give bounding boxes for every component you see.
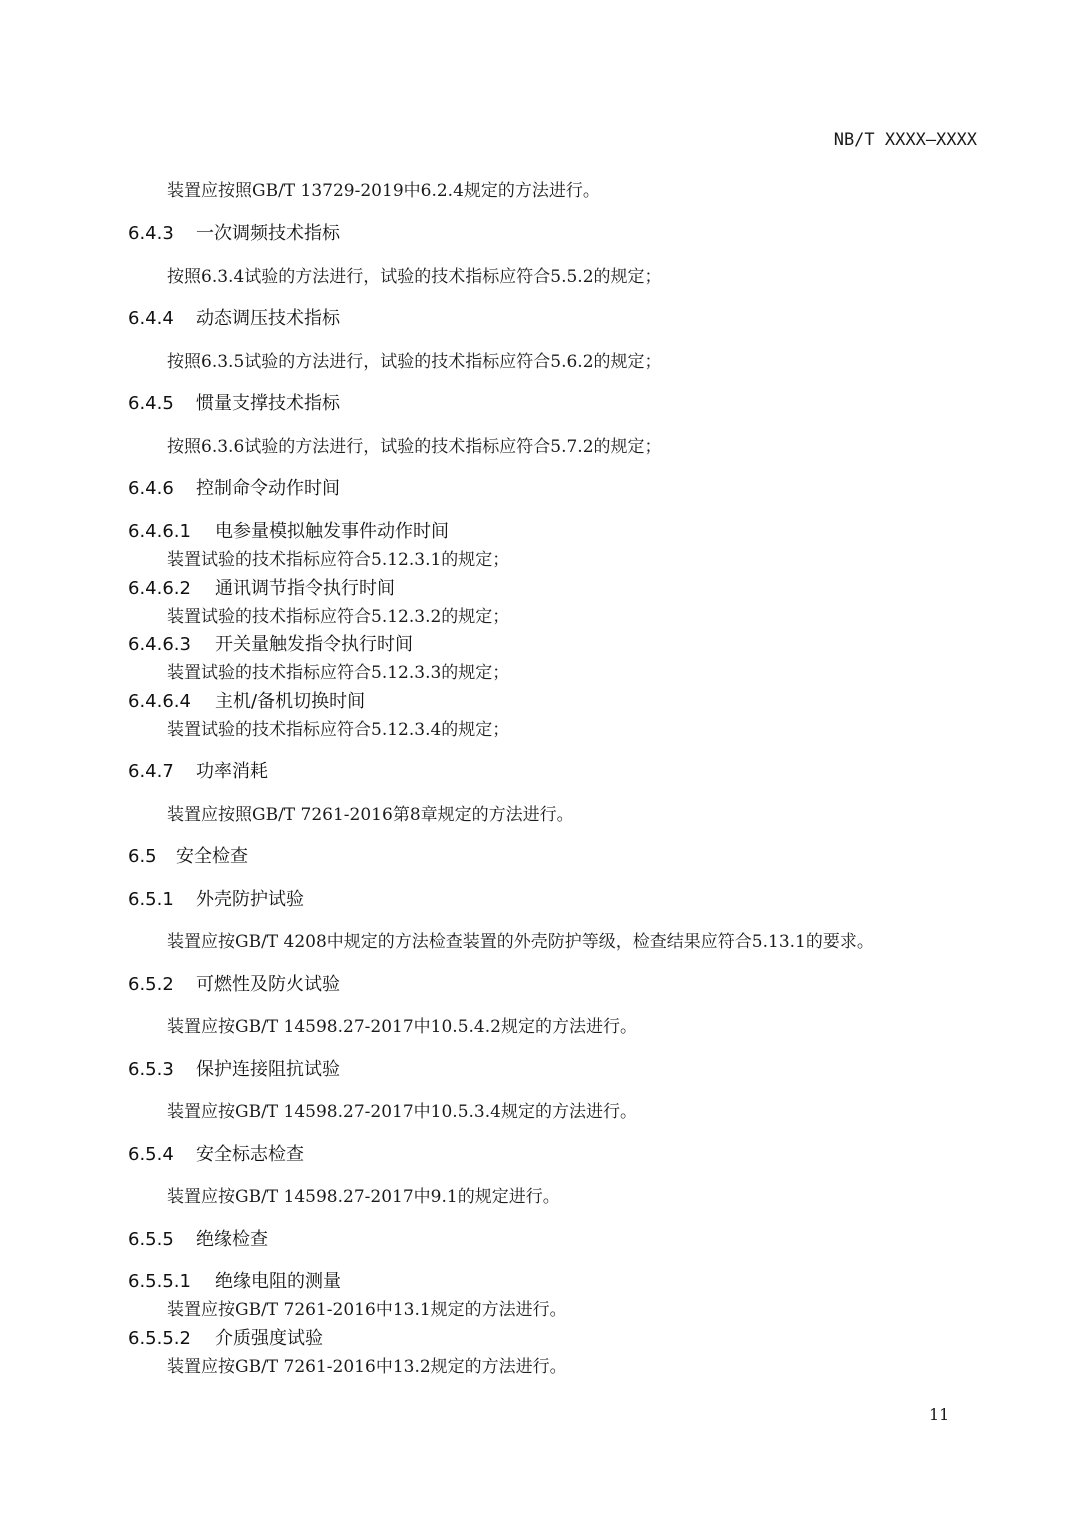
section-title: 主机/备机切换时间: [215, 691, 366, 712]
section-number: 6.4.6.1: [128, 521, 191, 542]
section-heading: [128, 630, 413, 656]
section-number: 6.4.6: [128, 478, 174, 499]
section-number: 6.4.3: [128, 223, 174, 244]
section-number: 6.4.6.4: [128, 691, 191, 712]
body-paragraph: 装置试验的技术指标应符合5.12.3.1的规定；: [167, 550, 510, 570]
section-title: 绝缘电阻的测量: [215, 1271, 341, 1292]
section-title: 控制命令动作时间: [196, 478, 340, 499]
body-paragraph: 装置试验的技术指标应符合5.12.3.3的规定；: [167, 663, 510, 683]
section-heading: [128, 304, 340, 330]
section-heading: [128, 885, 304, 911]
section-title: 惯量支撑技术指标: [196, 393, 340, 414]
section-number: 6.4.6.3: [128, 634, 191, 655]
section-title: 开关量触发指令执行时间: [215, 634, 413, 655]
body-paragraph: 装置应按GB/T 14598.27-2017中9.1的规定进行。: [167, 1187, 560, 1207]
document-code-header: NB/T XXXX—XXXX: [833, 130, 977, 150]
section-title: 动态调压技术指标: [196, 308, 340, 329]
section-title: 功率消耗: [196, 761, 268, 782]
body-paragraph: 装置应按GB/T 14598.27-2017中10.5.4.2规定的方法进行。: [167, 1017, 637, 1037]
section-heading: [128, 1055, 340, 1081]
section-title: 电参量模拟触发事件动作时间: [215, 521, 449, 542]
body-paragraph: 按照6.3.5试验的方法进行，试验的技术指标应符合5.6.2的规定；: [167, 352, 662, 372]
section-number: 6.4.4: [128, 308, 174, 329]
section-number: 6.4.7: [128, 761, 174, 782]
section-heading: [128, 474, 340, 500]
section-title: 可燃性及防火试验: [196, 974, 340, 995]
section-heading: [128, 1267, 341, 1293]
section-number: 6.5.5.1: [128, 1271, 191, 1292]
section-title: 绝缘检查: [196, 1229, 268, 1250]
section-heading: [128, 574, 395, 600]
section-heading: [128, 1324, 323, 1350]
section-number: 6.5.2: [128, 974, 174, 995]
body-paragraph: 装置应按GB/T 14598.27-2017中10.5.3.4规定的方法进行。: [167, 1102, 637, 1122]
section-title: 通讯调节指令执行时间: [215, 578, 395, 599]
section-heading: [128, 517, 449, 543]
section-heading: [128, 1140, 304, 1166]
section-heading: [128, 1225, 268, 1251]
section-heading: [128, 219, 340, 245]
section-title: 介质强度试验: [215, 1328, 323, 1349]
section-heading: [128, 389, 340, 415]
body-paragraph: 装置应按照GB/T 13729-2019中6.2.4规定的方法进行。: [167, 181, 600, 201]
page-number: 11: [929, 1405, 950, 1424]
section-title: 安全标志检查: [196, 1144, 304, 1165]
body-paragraph: 装置应按照GB/T 7261-2016第8章规定的方法进行。: [167, 805, 574, 825]
body-paragraph: 按照6.3.6试验的方法进行，试验的技术指标应符合5.7.2的规定；: [167, 437, 662, 457]
section-number: 6.5: [128, 846, 157, 867]
section-title: 安全检查: [176, 846, 248, 867]
section-heading: [128, 970, 340, 996]
section-number: 6.4.5: [128, 393, 174, 414]
body-paragraph: 装置应按GB/T 7261-2016中13.2规定的方法进行。: [167, 1357, 567, 1377]
body-paragraph: 装置应按GB/T 7261-2016中13.1规定的方法进行。: [167, 1300, 567, 1320]
section-heading: [128, 757, 268, 783]
section-heading: [128, 842, 248, 868]
section-number: 6.4.6.2: [128, 578, 191, 599]
section-title: 保护连接阻抗试验: [196, 1059, 340, 1080]
section-number: 6.5.4: [128, 1144, 174, 1165]
section-title: 外壳防护试验: [196, 889, 304, 910]
section-number: 6.5.5: [128, 1229, 174, 1250]
section-number: 6.5.3: [128, 1059, 174, 1080]
body-paragraph: 装置应按GB/T 4208中规定的方法检查装置的外壳防护等级，检查结果应符合5.13.1的要求。: [167, 932, 874, 952]
body-paragraph: 装置试验的技术指标应符合5.12.3.4的规定；: [167, 720, 510, 740]
body-paragraph: 装置试验的技术指标应符合5.12.3.2的规定；: [167, 607, 510, 627]
section-title: 一次调频技术指标: [196, 223, 340, 244]
section-number: 6.5.1: [128, 889, 174, 910]
body-paragraph: 按照6.3.4试验的方法进行，试验的技术指标应符合5.5.2的规定；: [167, 267, 662, 287]
section-number: 6.5.5.2: [128, 1328, 191, 1349]
section-heading: [128, 687, 365, 713]
